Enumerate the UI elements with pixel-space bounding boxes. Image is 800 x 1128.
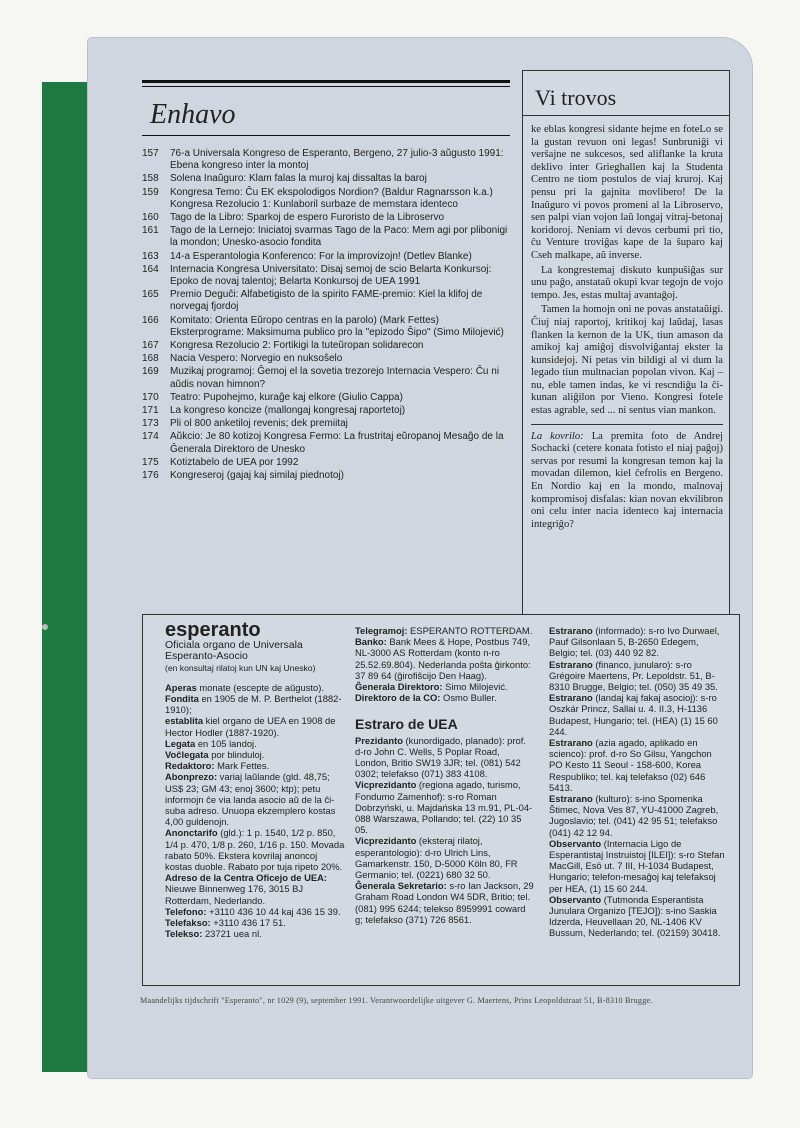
colophon-entry-label: Estrarano (549, 658, 593, 670)
rule (142, 135, 510, 136)
colophon-entry-label: Fondita (165, 693, 199, 705)
contents-item (142, 470, 510, 482)
magazine-subtitle: Oficiala organo de Universala Esperanto-Asocio (165, 639, 303, 663)
colophon-entry-text: (financo, junularo): s-ro Grégoire Maertens, Pr. Lepoldstr. 51, B-8310 Brugge, Belgio; tel. (050) 35 49 35. (549, 658, 718, 693)
contents-item (142, 366, 510, 390)
colophon-entry-label: Vicprezidanto (355, 779, 417, 791)
cover-note (531, 424, 723, 532)
colophon-entry-label: Observanto (549, 837, 602, 849)
colophon-entry (355, 681, 535, 692)
rule (142, 86, 510, 87)
contents-item (142, 353, 510, 365)
contents-page-number: 168 (142, 353, 159, 365)
colophon-entry-text: ESPERANTO ROTTERDAM. (407, 625, 533, 636)
colophon-entry-text: (azia agado, aplikado en scienco): prof. d-ro So Gilsu, Yangchon PO Kesto 11 Seoul - 158-600, Korea Respubliko; tel. kaj telefakso (02) 646 5413. (549, 737, 712, 793)
colophon-entry-label: Prezidanto (355, 734, 403, 746)
colophon-entry-text: (landaj kaj fakaj asocioj): s-ro Oszkár Princz, Sallai u. 4. II.3, H-1136 Budapest, Hungario; tel. (HEA) (1) 15 60 244. (549, 692, 718, 737)
colophon-entry-label: Anonctarifo (165, 827, 218, 839)
vi-trovos-paragraph: ke eblas kongresi sidante hejme en foteLo se la gustan revuon oni legas! Sunbruniĝi vi verŝajne ne sukcesos, sed aliflanke la kruta deklivo inter Grieghallen kaj la Studenta Centro ne tiom postulos de viaj kruroj. Kaj pensu pri la gajnita movlibero! De la Inaŭguro vi povos promeni al la Libroservo, sen palpi vian vojon laŭ longaj vitraj-betonaj koridoroj. Neniam vi devos cerbumi pri tio, ĉu Venture troviĝas kape de la ŝuparo kaj Cseh malkape, aŭ inverse. (531, 124, 723, 261)
colophon-entry (355, 692, 535, 703)
colophon-entry (165, 693, 345, 715)
colophon-entries (165, 682, 345, 940)
colophon-entry-label: Vicprezidanto (355, 835, 417, 847)
contents-page-number: 169 (142, 366, 159, 378)
contents-item (142, 225, 510, 249)
contents-item (142, 264, 510, 288)
contents-item (142, 173, 510, 185)
contents-item (142, 315, 510, 339)
contents-section (142, 72, 510, 483)
colophon-entry-text: Bank Mees & Hope, Postbus 749, NL-3000 AS Rotterdam (konto n-ro 25.52.69.804). Nederlanda poŝta ĝirkonto: 37 89 64 (ĝirofiŝcijo Den Haag). (355, 636, 531, 681)
contents-item-text: Kongreseroj (gajaj kaj similaj piednotoj) (170, 470, 344, 482)
colophon-entry-text: (kunordigado, planado): prof. d-ro John C. Wells, 5 Poplar Road, London, Britio SW19 3JR; tel. (081) 542 0302; telefakso (071) 383 4108. (355, 734, 526, 780)
contents-item-text: Premio Deguĉi: Alfabetigisto de la spirito FAME-premio: Kiel la klifoj de norvegaj fjordoj (170, 289, 483, 313)
publisher-footer: Maandelijks tijdschrift "Esperanto", nr 1029 (9), september 1991. Verantwoordelijke uitgever G. Maertens, Prins Leopoldstraat 51, B-8310 Brugge. (140, 996, 653, 1005)
contents-page-number: 170 (142, 391, 159, 403)
cover-note-label: La kovrilo: (531, 430, 584, 442)
contents-item-text: Komitato: Orienta Eŭropo centras en la parolo) (Mark Fettes) Eksterprograme: Maksimuma publico pro la "epizodo Ŝipo" (Simo Milojević) (170, 314, 504, 338)
board-heading: Estraro de UEA (355, 716, 458, 733)
contents-title: Enhavo (150, 99, 236, 130)
colophon-entry-text: (gld.): 1 p. 1540, 1/2 p. 850, 1/4 p. 470, 1/8 p. 260, 1/16 p. 150. Movada rabato 50%. Ekstera kovrilaj anoncoj kostas duoble. Rabato por tuja ripeto 20%. (165, 827, 345, 873)
contents-item (142, 212, 510, 224)
colophon-entry-label: Estrarano (549, 737, 593, 749)
contents-item-text: Tago de la Lernejo: Iniciatoj svarmas Tago de la Paco: Mem agi por plibonigi la mondon; Unesko-asocio fondita (170, 225, 508, 249)
vi-trovos-box (522, 70, 730, 618)
contents-item-text: Teatro: Pupohejmo, kuraĝe kaj elkore (Giulio Cappa) (170, 391, 403, 403)
contents-page-number: 175 (142, 456, 159, 468)
colophon-entry (355, 880, 535, 925)
colophon-entry-label: Aperas (165, 681, 197, 693)
contents-item-text: 76-a Universala Kongreso de Esperanto, Bergeno, 27 julio-3 aŭgusto 1991: Ebena kongreso inter la montoj (170, 148, 504, 172)
colophon-entry-text: Nieuwe Binnenweg 176, 3015 BJ Rotterdam, Nederlando. (165, 883, 304, 906)
contents-item-text: Pli ol 800 anketiloj revenis; dek premiitaj (170, 418, 348, 430)
contents-item (142, 289, 510, 313)
colophon-entry-label: Direktoro de la CO: (355, 692, 441, 704)
colophon-entry (165, 872, 345, 906)
contents-page-number: 173 (142, 418, 159, 430)
colophon-entry-label: establita (165, 715, 204, 727)
colophon-entry (165, 738, 345, 749)
colophon-entry-label: Telegramoj: (355, 625, 408, 636)
contents-item (142, 431, 510, 455)
colophon-entry-label: Banko: (355, 636, 387, 648)
colophon-entry (355, 636, 535, 681)
colophon-entry (165, 682, 345, 693)
colophon-entry-label: Estrarano (549, 793, 593, 805)
contents-page-number: 158 (142, 173, 159, 185)
contents-item-text: 14-a Esperantologia Konferenco: For la improvizojn! (Detlev Blanke) (170, 250, 472, 262)
contents-page-number: 160 (142, 212, 159, 224)
contents-item-text: Aŭkcio: Je 80 kotizoj Kongresa Fermo: La frustritaj eŭropanoj Mesaĝo de la Ĝenerala Direktoro de Unesko (170, 431, 504, 455)
colophon-entry (549, 692, 727, 737)
contents-item-text: Solena Inaŭguro: Klam falas la muroj kaj dissaltas la baroj (170, 173, 427, 185)
contents-page-number: 165 (142, 289, 159, 301)
vi-trovos-title: Vi trovos (523, 71, 729, 116)
board-entries (549, 625, 727, 939)
colophon-entry-label: Redaktoro: (165, 760, 215, 772)
contents-page-number: 159 (142, 186, 159, 198)
vi-trovos-paragraph: La kongrestemaj diskuto kunpuŝiĝas sur unu paĝo, anstataŭ okupi kvar tegojn de vojo tempo. Jes, estas multaj avantaĝoj. (531, 264, 723, 301)
colophon-entry (165, 827, 345, 872)
colophon-entry-text: kiel organo de UEA en 1908 de Hector Hodler (1887-1920). (165, 715, 336, 738)
colophon-entry-text: (kulturo): s-ino Spomenka Štimec, Nova Ves 87, YU-41000 Zagreb, Jugoslavio; tel. (041) 42 95 51; telefakso (041) 42 12 94. (549, 793, 719, 838)
colophon-entry (355, 835, 535, 880)
colophon-entry-label: Ĝenerala Direktoro: (355, 681, 443, 693)
contents-page-number: 171 (142, 405, 159, 417)
colophon-entry-text: monate (escepte de aŭgusto). (196, 681, 324, 693)
colophon-entry-label: Legata (165, 737, 196, 749)
board-entries (355, 735, 535, 925)
contents-list (142, 148, 510, 482)
colophon-entry (165, 760, 345, 771)
rule (142, 80, 510, 83)
colophon-entry (549, 659, 727, 693)
contents-item-text: Tago de la Libro: Sparkoj de espero Furoristo de la Libroservo (170, 212, 445, 224)
colophon-column-3 (549, 625, 727, 939)
contents-item (142, 392, 510, 404)
colophon-entry (549, 793, 727, 838)
colophon-entry (165, 749, 345, 760)
contents-item-text: Kotiztabelo de UEA por 1992 (170, 456, 299, 468)
colophon-entry-label: Adreso de la Centra Oficejo de UEA: (165, 872, 328, 884)
colophon-entry-label: Telefakso: (165, 917, 211, 929)
colophon-entry-text: por blinduloj. (208, 749, 265, 761)
contents-item-text: Internacia Kongresa Universitato: Disaj semoj de scio Belarta Konkursoj: Epoko de novaj talentoj; Belarta Konkursoj de UEA 1991 (170, 263, 492, 288)
binding-hole (42, 624, 48, 630)
colophon-entry-label: Telefono: (165, 905, 207, 917)
colophon-entry-text: +3110 436 10 44 kaj 436 15 39. (206, 905, 341, 917)
contents-page-number: 174 (142, 431, 159, 443)
colophon-entry-text: (Internacia Ligo de Esperantistaj Instruistoj [ILEI]): s-ro Stefan MacGill, Esö ut. 7 III, H-1034 Budapest, Hungario; telefon-mesaĝoj kaj telefaksoj per HEA, (1) 15 60 244. (549, 837, 725, 894)
colophon-column-2 (355, 625, 535, 925)
colophon-entry-label: Observanto (549, 893, 602, 905)
colophon-entries (355, 625, 535, 703)
vi-trovos-paragraph: Tamen la homojn oni ne povas anstataŭigi. Ĉiuj niaj raportoj, kritikoj kaj laŭdaj, lasas flanken la kernon de la UK, tiun amason da amikoj kaj amiĝoj disvolviĝantaj ekster la kunsidejoj. Ni petas vin bildigi al vi dum la legado tiun multnacian popolan vivon. Kaj – nu, eble tamen indas, ke vi rescndiĝu la ĉi-kunan aliĝilon por Vieno. Kongresi fotele estas agrable, sed ... ni sentus vian mankon. (531, 304, 723, 417)
magazine-brand: esperanto (165, 619, 261, 641)
contents-page-number: 164 (142, 263, 159, 275)
colophon-entry-text: variaj laŭlande (gld. 48,75; US$ 23; GM 43; enoj 3600; ktp); petu informojn ĉe via landa asocio aŭ de la ĉi-suba adreso. Unuopa ekzemplero kostas 4,00 guldenojn. (165, 771, 336, 828)
contents-page-number: 167 (142, 340, 159, 352)
contents-item-text: Muzikaj programoj: Ĝemoj el la sovetia trezorejo Internacia Vespero: Ĉu ni aŭdis novan himnon? (170, 366, 500, 390)
colophon-entry (355, 735, 535, 780)
colophon-entry (549, 894, 727, 939)
colophon-entry-text: Mark Fettes. (214, 760, 270, 772)
colophon-entry (549, 625, 727, 659)
colophon-entry-text: (informado): s-ro Ivo Durwael, Pauf Gilsonlaan 5, B-2650 Edegem, Belgio; tel. (03) 440 92 82. (549, 625, 720, 659)
colophon-entry (355, 779, 535, 835)
contents-item (142, 405, 510, 417)
colophon-entry (165, 917, 345, 928)
contents-item (142, 457, 510, 469)
colophon-entry-label: Estrarano (549, 625, 593, 636)
colophon-entry-text: en 1905 de M. P. Berthelot (1882-1910); (165, 693, 342, 716)
colophon-entry-text: +3110 436 17 51. (210, 917, 286, 929)
vi-trovos-body (523, 116, 729, 531)
colophon-entry (549, 838, 727, 894)
contents-item (142, 251, 510, 263)
contents-item (142, 148, 510, 172)
contents-page-number: 166 (142, 314, 159, 326)
colophon-entry-text: Simo Milojević. (442, 681, 508, 693)
colophon-entry (165, 906, 345, 917)
colophon-entry-text: en 105 landoj. (195, 737, 257, 749)
colophon-entry (355, 625, 535, 636)
colophon-entry-text: s-ro Ian Jackson, 29 Graham Road London W4 5DR, Britio; tel. (081) 995 6244; telekso 8959991 coward g; telefakso (371) 726 8561. (355, 880, 534, 925)
contents-item-text: Kongresa Rezolucio 2: Fortikigi la tuteŭropan solidarecon (170, 340, 424, 352)
colophon-entry (165, 715, 345, 737)
colophon-column-1 (165, 619, 345, 940)
colophon-entry-text: (Tutmonda Esperantista Junulara Organizo [TEJO]): s-ino Saskia Idzerda, Heuvellaan 20, NL-1406 KV Bussum, Nederlando; tel. (02159) 30418. (549, 893, 721, 939)
colophon-entry-label: Voĉlegata (165, 749, 209, 761)
colophon-entry (549, 737, 727, 793)
contents-item (142, 187, 510, 211)
contents-page-number: 176 (142, 470, 159, 482)
contents-page-number: 161 (142, 225, 159, 237)
contents-item-text: Nacia Vespero: Norvegio en nuksoŝelo (170, 353, 343, 365)
cover-note-text: La premita foto de Andrej Sochacki (cetere konata fotisto el niaj paĝoj) servas por resumi la kongresan temon kaj la movadan dilemon, kiel ĉefrolis en Bergeno. En Nordio kaj en la mondo, malnovaj kompromisoj disfalas: kian novan ekvilibron oni celu inter nacia identeco kaj internacia integriĝo? (531, 430, 723, 530)
colophon-entry-text: Osmo Buller. (440, 692, 497, 704)
colophon-entry-text: (eksteraj rilatoj, esperantologio): d-ro Ulrich Lins, Gamarkenstr. 150, D-5000 Köln 80, FR Germanio; tel. (0221) 680 32 50. (355, 835, 518, 881)
contents-page-number: 157 (142, 148, 159, 159)
colophon-entry-text: 23721 uea nl. (202, 928, 262, 940)
contents-item-text: La kongreso koncize (mallongaj kongresaj raportetoj) (170, 405, 406, 417)
colophon-entry-label: Estrarano (549, 692, 593, 704)
contents-item (142, 418, 510, 430)
colophon-entry (165, 928, 345, 939)
contents-item-text: Kongresa Temo: Ĉu EK ekspolodigos Nordion? (Baldur Ragnarsson k.a.) Kongresa Rezolucio 1: Kunlaboril surbaze de memstara identeco (170, 186, 493, 210)
colophon-entry-label: Abonprezo: (165, 771, 218, 783)
magazine-note: (en konsultaj rilatoj kun UN kaj Unesko) (165, 662, 316, 673)
contents-item (142, 340, 510, 352)
colophon-entry-label: Telekso: (165, 928, 203, 940)
colophon-entry-label: Ĝenerala Sekretario: (355, 880, 447, 892)
colophon-entry (165, 771, 345, 827)
contents-page-number: 163 (142, 250, 159, 262)
colophon-box (142, 614, 740, 986)
colophon-entry-text: (regiona agado, turismo, Fondumo Zamenhof): s-ro Roman Dobrzyński, u. Majdańska 13 m.91, PL-04-088 Warszawa, Pollando; tel. (22) 10 35 05. (355, 779, 533, 836)
